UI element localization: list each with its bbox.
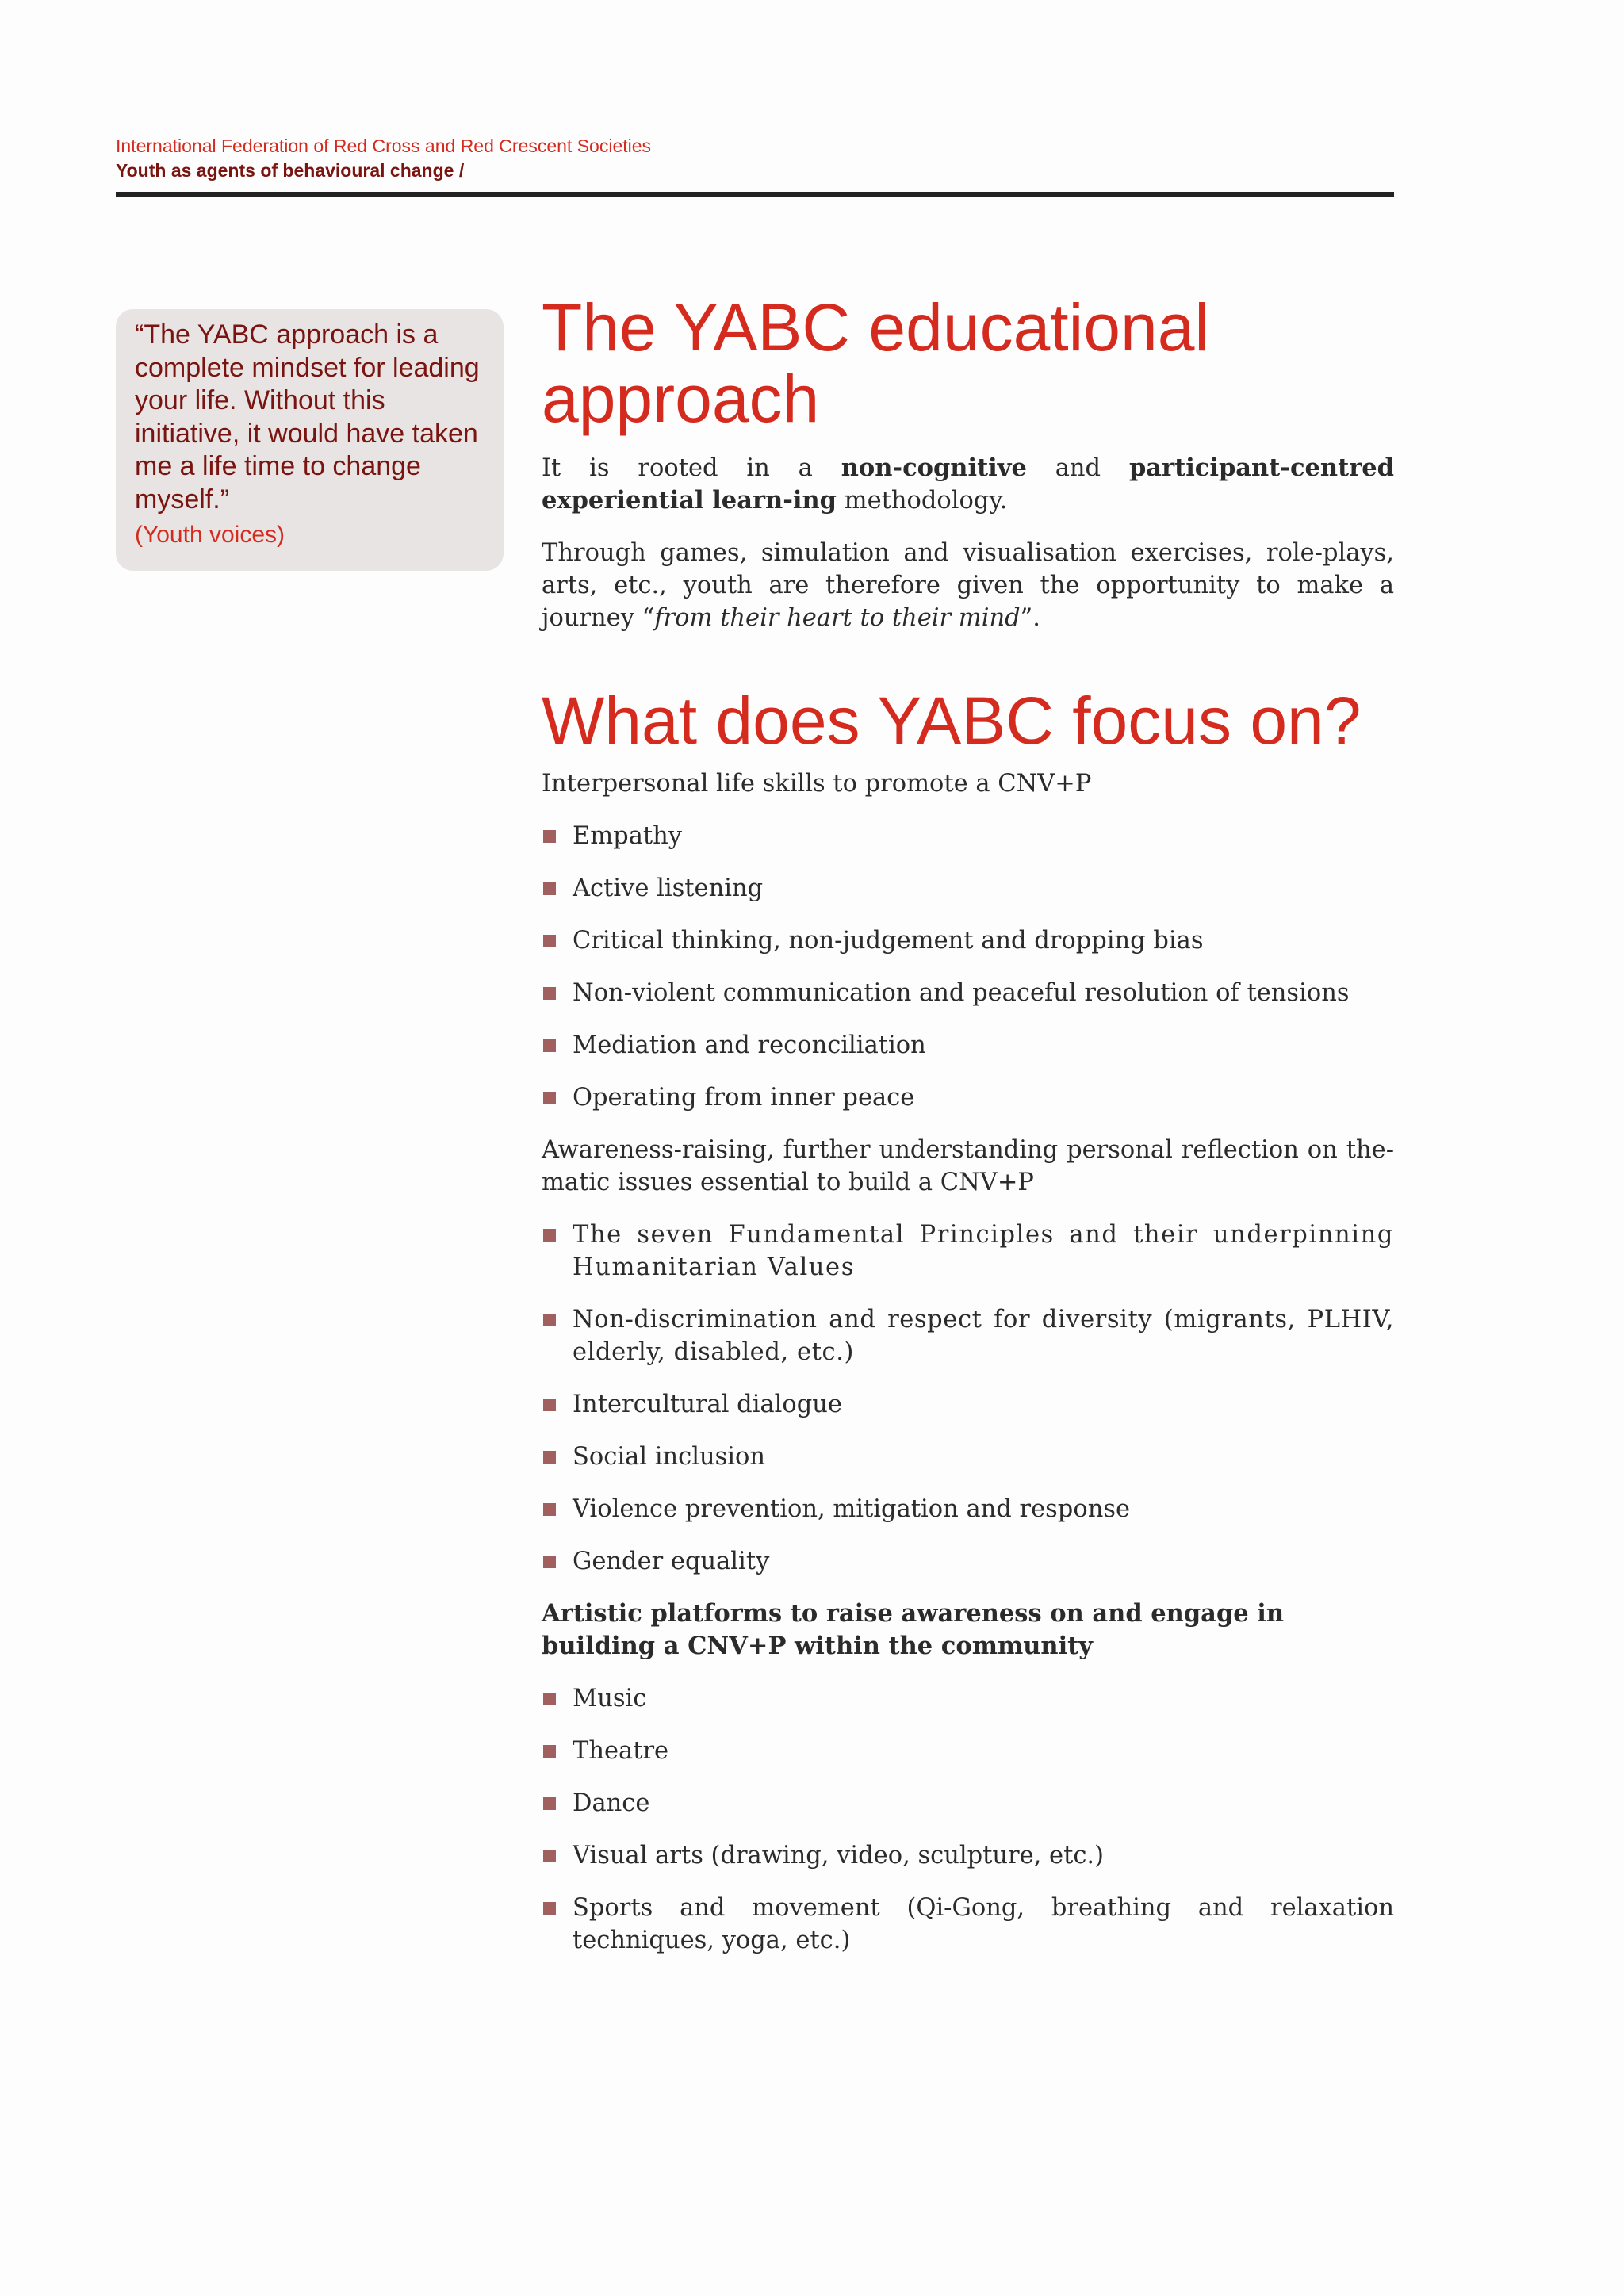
italic-phrase: from their heart to their mind (654, 604, 1021, 632)
list-item (542, 1493, 1394, 1525)
life-skills-list (542, 820, 1394, 1114)
sidebar-quote-box (116, 309, 504, 571)
text-run: Through games, simulation and visualisation exercises, role-plays, arts, etc., youth are therefore given the opportunity to make a journey “ (542, 539, 1394, 632)
group-intro-artistic: Artistic platforms to raise awareness on and engage in building a CNV+P within the community (542, 1599, 1285, 1660)
list-item (542, 1682, 1394, 1715)
list-item-text: Non-violent communication and peaceful resolution of tensions (573, 979, 1350, 1007)
list-item-text: Empathy (573, 822, 683, 850)
square-bullet-icon (543, 987, 556, 1000)
list-item (542, 1892, 1394, 1957)
square-bullet-icon (543, 935, 556, 947)
list-item (542, 1219, 1394, 1284)
section-title-focus: What does YABC focus on? (542, 683, 1362, 758)
text-run: methodology. (836, 487, 1008, 515)
square-bullet-icon (543, 1039, 556, 1052)
list-item-text: Theatre (573, 1737, 669, 1765)
section-title-approach: The YABC educational approach (542, 290, 1210, 436)
list-item-text: Operating from inner peace (573, 1084, 915, 1112)
square-bullet-icon (543, 1451, 556, 1464)
square-bullet-icon (543, 1092, 556, 1104)
square-bullet-icon (543, 1797, 556, 1810)
square-bullet-icon (543, 1556, 556, 1568)
list-item (542, 1388, 1394, 1421)
list-item (542, 1441, 1394, 1473)
list-item (542, 977, 1394, 1009)
list-item (542, 1735, 1394, 1767)
list-item-text: Social inclusion (573, 1443, 766, 1471)
list-item (542, 1787, 1394, 1820)
list-item (542, 924, 1394, 957)
list-item-text: Sports and movement (Qi-Gong, breathing and relaxation techniques, yoga, etc.) (573, 1894, 1394, 1954)
bold-term: non-cognitive (841, 453, 1027, 482)
square-bullet-icon (543, 1693, 556, 1705)
list-item (542, 820, 1394, 852)
square-bullet-icon (543, 830, 556, 843)
list-item (542, 1839, 1394, 1872)
list-item-text: Critical thinking, non-judgement and dropping bias (573, 927, 1204, 955)
text-run: and (1026, 454, 1129, 482)
quote-text: “The YABC approach is a complete mindset for leading your life. Without this initiative, it would have taken me a life time to change myself.” (135, 320, 480, 515)
text-run: It is rooted in a (542, 454, 841, 482)
page-header (116, 133, 1394, 182)
square-bullet-icon (543, 1745, 556, 1758)
list-item-text: Active listening (573, 874, 764, 902)
list-item-text: Violence prevention, mitigation and response (573, 1495, 1131, 1523)
list-item (542, 1081, 1394, 1114)
awareness-list (542, 1219, 1394, 1578)
bold-term: participant-centred experiential learn-ing (542, 453, 1394, 515)
list-item (542, 1029, 1394, 1062)
group-intro-life-skills: Interpersonal life skills to promote a CNV+P (542, 770, 1092, 798)
square-bullet-icon (543, 1314, 556, 1326)
square-bullet-icon (543, 1399, 556, 1411)
square-bullet-icon (543, 882, 556, 895)
approach-paragraph-2 (542, 537, 1394, 634)
square-bullet-icon (543, 1850, 556, 1862)
header-publication: Youth as agents of behavioural change / (116, 160, 465, 181)
list-item (542, 1303, 1394, 1368)
list-item-text: Visual arts (drawing, video, sculpture, etc.) (573, 1842, 1105, 1869)
list-item-text: Dance (573, 1789, 650, 1817)
header-organization: International Federation of Red Cross and Red Crescent Societies (116, 136, 652, 156)
main-content (542, 292, 1394, 1976)
header-divider (116, 192, 1394, 197)
quote-attribution: (Youth voices) (135, 522, 285, 548)
list-item (542, 872, 1394, 905)
list-item-text: Non-discrimination and respect for diversity (migrants, PLHIV, elderly, disabled, etc.) (573, 1306, 1394, 1366)
list-item-text: Gender equality (573, 1548, 770, 1575)
list-item-text: Music (573, 1685, 647, 1712)
approach-paragraph-1 (542, 452, 1394, 517)
list-item (542, 1545, 1394, 1578)
text-run: ”. (1020, 604, 1040, 632)
square-bullet-icon (543, 1503, 556, 1516)
square-bullet-icon (543, 1902, 556, 1915)
square-bullet-icon (543, 1229, 556, 1242)
group-intro-awareness: Awareness-raising, further understanding personal reflection on the-matic issues essential to build a CNV+P (542, 1136, 1394, 1196)
artistic-list (542, 1682, 1394, 1957)
list-item-text: Mediation and reconciliation (573, 1031, 926, 1059)
list-item-text: The seven Fundamental Principles and their underpinning Humanitarian Values (573, 1221, 1394, 1281)
list-item-text: Intercultural dialogue (573, 1391, 842, 1418)
